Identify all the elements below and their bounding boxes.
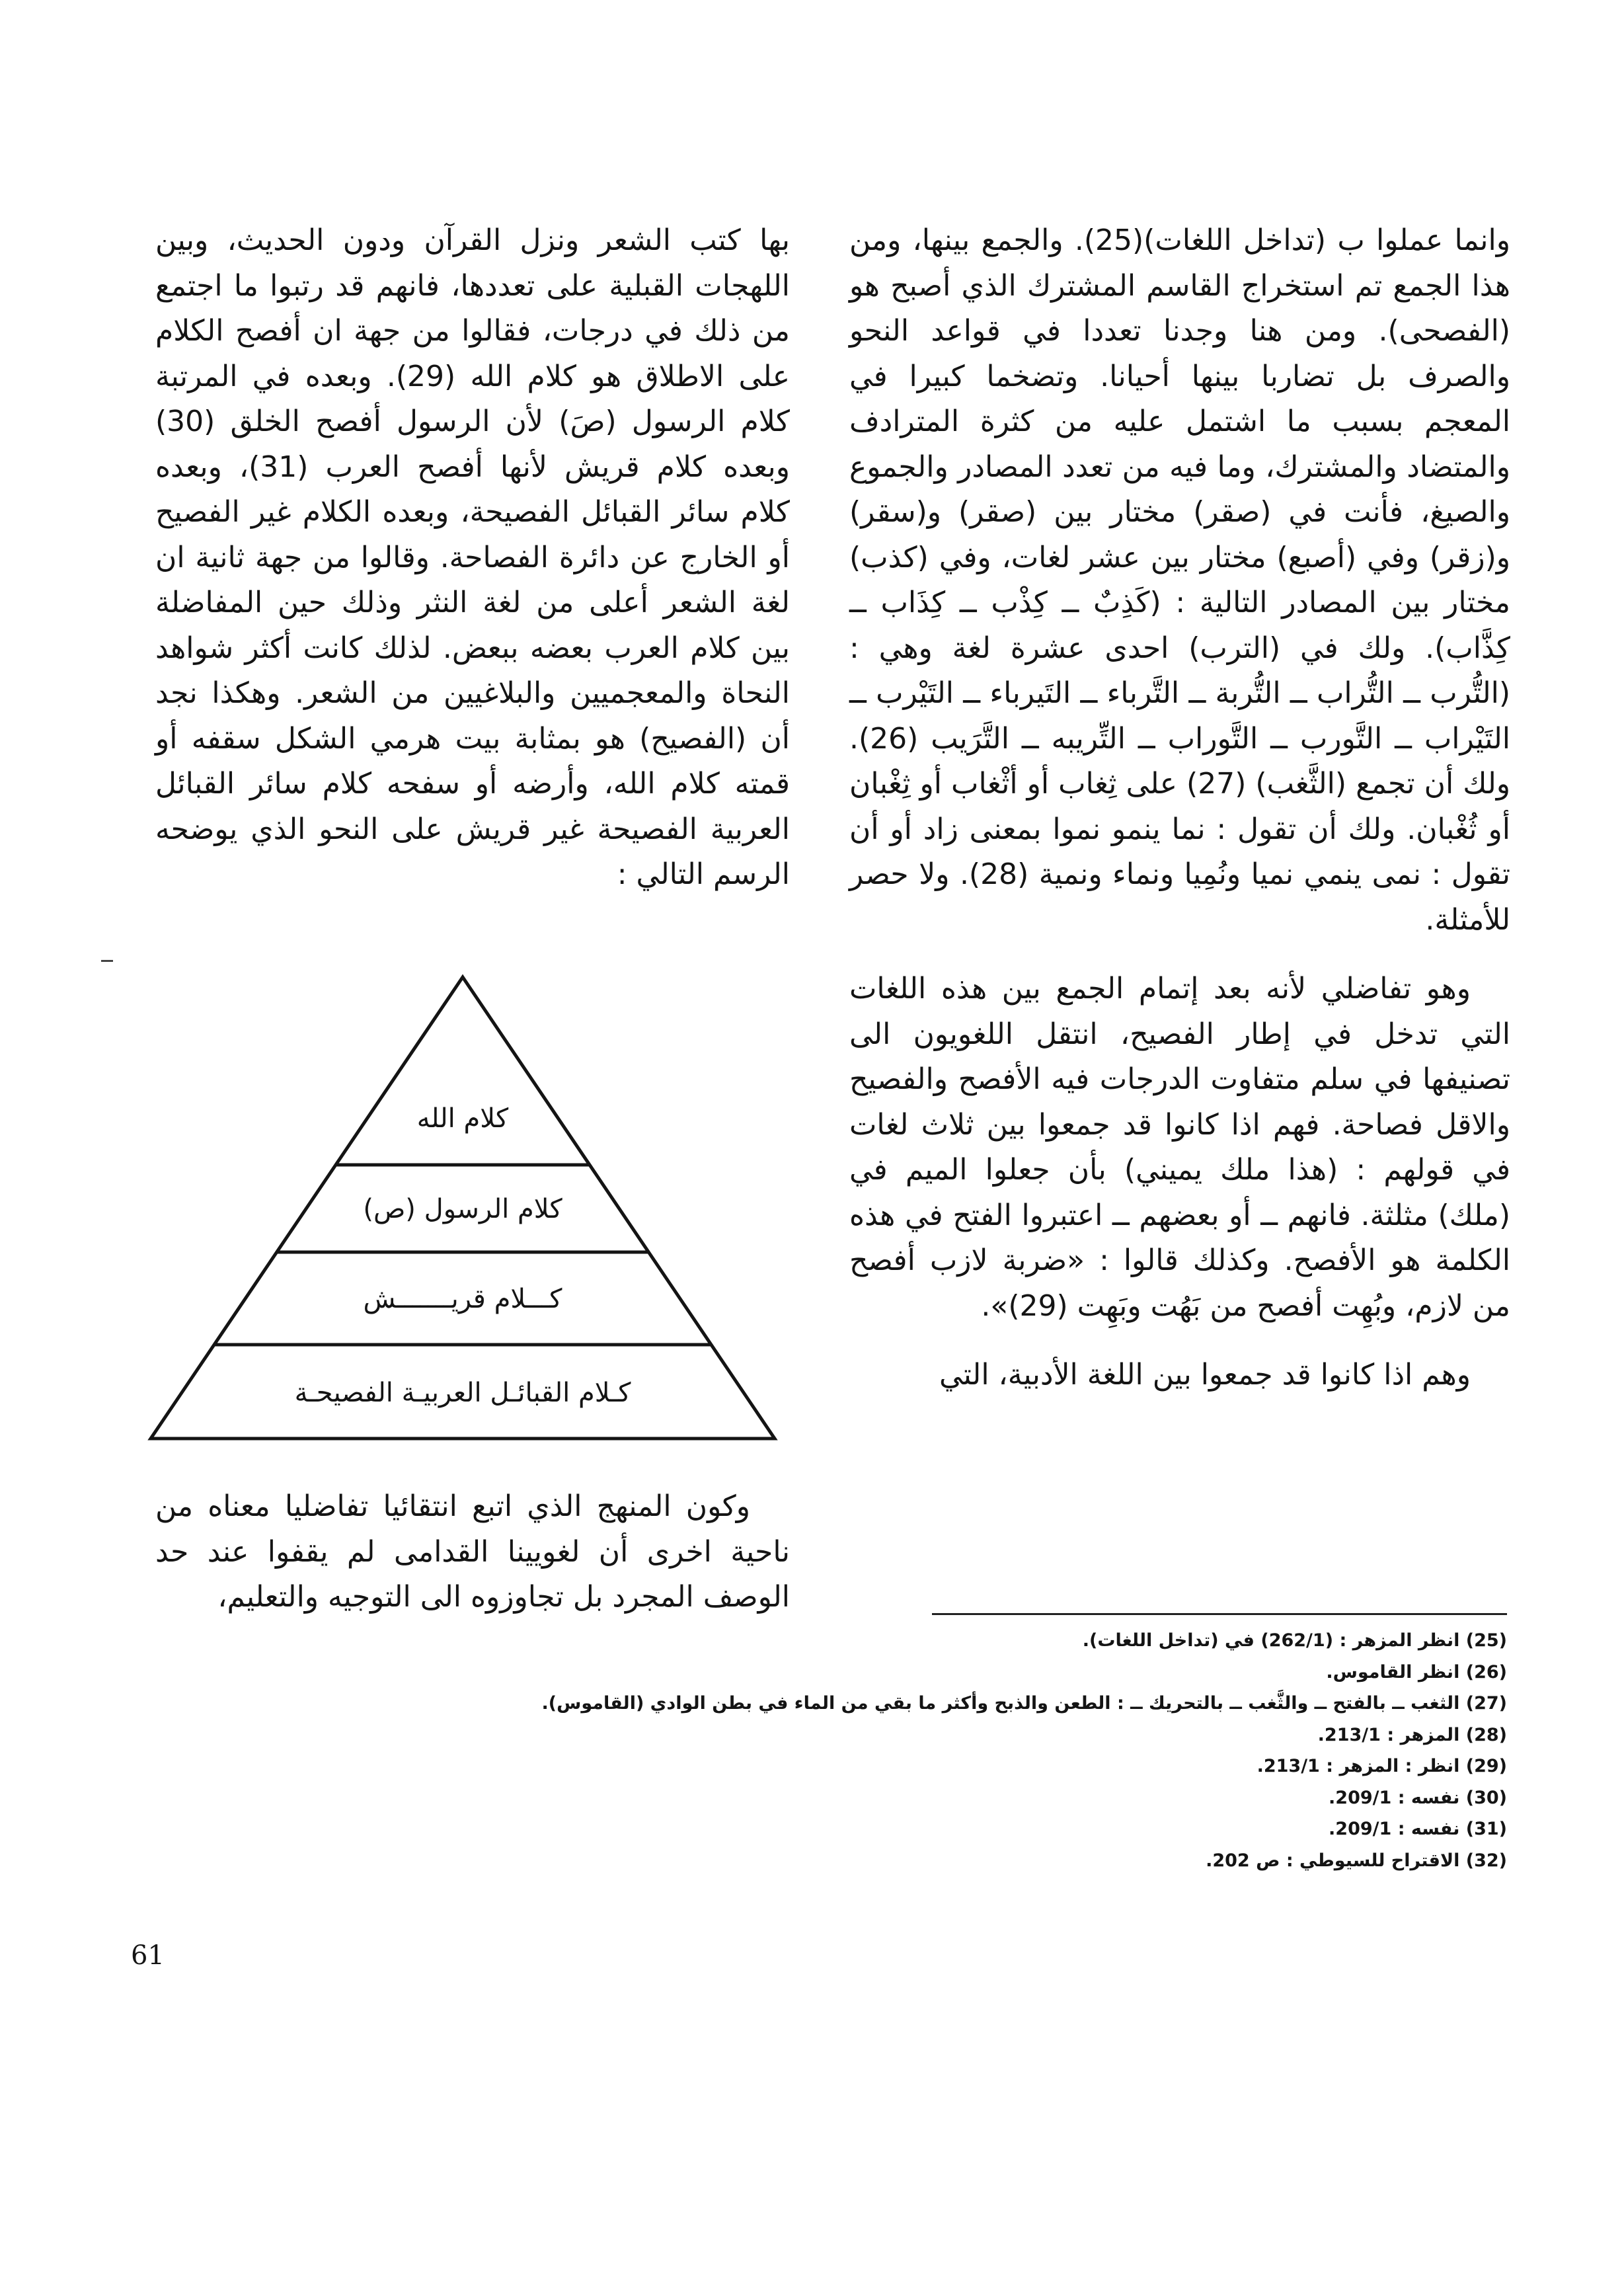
pyramid-level-2: كلام الرسول (ص) [363,1194,562,1224]
footnote: (31) نفسه : 209/1. [1329,1819,1507,1839]
footnote-divider [932,1613,1507,1615]
pyramid-level-3: كـــلام قريـــــــش [363,1284,562,1314]
footnote: (32) الاقتراح للسيوطي : ص 202. [1206,1850,1507,1871]
page-number: 61 [131,1940,165,1971]
right-text-column [849,218,1510,1398]
pyramid-level-1: كلام الله [416,1103,509,1134]
pyramid-diagram [145,972,780,1454]
footnote: (27) الثغب ــ بالفتح ــ والثَّغب ــ بالتحريك ــ : الطعن والذبح وأكثر ما بقي من الماء في بطن الوادي (القاموس). [541,1693,1507,1714]
footnote: (28) المزهر : 213/1. [1317,1724,1507,1745]
paragraph: وكون المنهج الذي اتبع انتقائيا تفاضليا معناه من ناحية اخرى أن لغويينا القدامى لم يقفوا عند حد الوصف المجرد بل تجاوزوه الى التوجيه والتعليم، [155,1489,790,1614]
left-text-column [155,218,790,898]
footnote: (30) نفسه : 209/1. [1329,1787,1507,1808]
paragraph: بها كتب الشعر ونزل القرآن ودون الحديث، وبين اللهجات القبلية على تعددها، فانهم قد رتبوا ما اجتمع من ذلك في درجات، فقالوا من جهة ان أفصح الكلام على الاطلاق هو كلام الله (29). وبعده في المرتبة كلام الرسول (صَ) لأن الرسول أفصح الخلق (30) وبعده كلام قريش لأنها أفصح العرب (31)، وبعده كلام سائر القبائل الفصيحة، وبعده الكلام غير الفصيح أو الخارج عن دائرة الفصاحة. وقالوا من جهة ثانية ان لغة الشعر أعلى من لغة النثر وذلك حين المفاضلة بين كلام العرب بعضه ببعض. لذلك كانت أكثر شواهد النحاة والمعجميين والبلاغيين من الشعر. وهكذا نجد أن (الفصيح) هو بمثابة بيت هرمي الشكل سقفه أو قمته كلام الله، وأرضه أو سفحه كلام سائر القبائل العربية الفصيحة غير قريش على النحو الذي يوضحه الرسم التالي : [155,223,790,891]
pyramid-level-4: كـلام القبائـل العربيـة الفصيحـة [294,1378,631,1408]
footnote: (29) انظر : المزهر : 213/1. [1257,1756,1507,1776]
paragraph: وانما عملوا ب (تداخل اللغات)(25). والجمع بينها، ومن هذا الجمع تم استخراج القاسم المشترك الذي أصبح هو (الفصحى). ومن هنا وجدنا تعددا في قواعد النحو والصرف بل تضاربا بينها أحيانا. وتضخما كبيرا في المعجم بسبب ما اشتمل عليه من كثرة المترادف والمتضاد والمشترك، وما فيه من تعدد المصادر والجموع والصيغ، فأنت في (صقر) مختار بين (صقر) و(سقر) و(زقر) وفي (أصبع) مختار بين عشر لغات، وفي (كذب) مختار بين المصادر التالية : (كَذِبٌ ــ كِذْب ــ كِذَاب ــ كِذَّاب). ولك في (الترب) احدى عشرة لغة وهي : (التُّرب ــ التُّراب ــ التُّربة ــ التَّرباء ــ التَيرباء ــ التَيْرب ــ التَيْراب ــ التَّورب ــ التَّوراب ــ التِّريبه ــ التَّرَيب (26). ولك أن تجمع (الثَّغب) (27) على ثِغاب أو أثْغاب أو ثِغْبان أو ثُغْبان. ولك أن تقول : نما ينمو نموا بمعنى زاد أو أن تقول : نمى ينمي نميا ونُمِيا ونماء ونمية (28). ولا حصر للأمثلة. [849,223,1511,937]
paragraph: وهم اذا كانوا قد جمعوا بين اللغة الأدبية، التي [939,1358,1471,1392]
footnote: (26) انظر القاموس. [1326,1661,1507,1682]
left-text-column-bottom [155,1484,790,1620]
margin-mark [101,960,113,962]
paragraph: وهو تفاضلي لأنه بعد إتمام الجمع بين هذه اللغات التي تدخل في إطار الفصيح، انتقل اللغويون الى تصنيفها في سلم متفاوت الدرجات فيه الأفصح والفصيح والاقل فصاحة. فهم اذا كانوا قد جمعوا بين ثلاث لغات في قولهم : (هذا ملك يميني) بأن جعلوا الميم في (ملك) مثلثة. فانهم ــ أو بعضهم ــ اعتبروا الفتح في هذه الكلمة هو الأفصح. وكذلك قالوا : «ضربة لازب أفصح من لازم، وبُهِت أفصح من بَهُت وبَهِت (29)». [849,972,1510,1323]
footnote: (25) انظر المزهر : (262/1) في (تداخل اللغات). [1082,1630,1507,1651]
footnotes [541,1625,1507,1876]
